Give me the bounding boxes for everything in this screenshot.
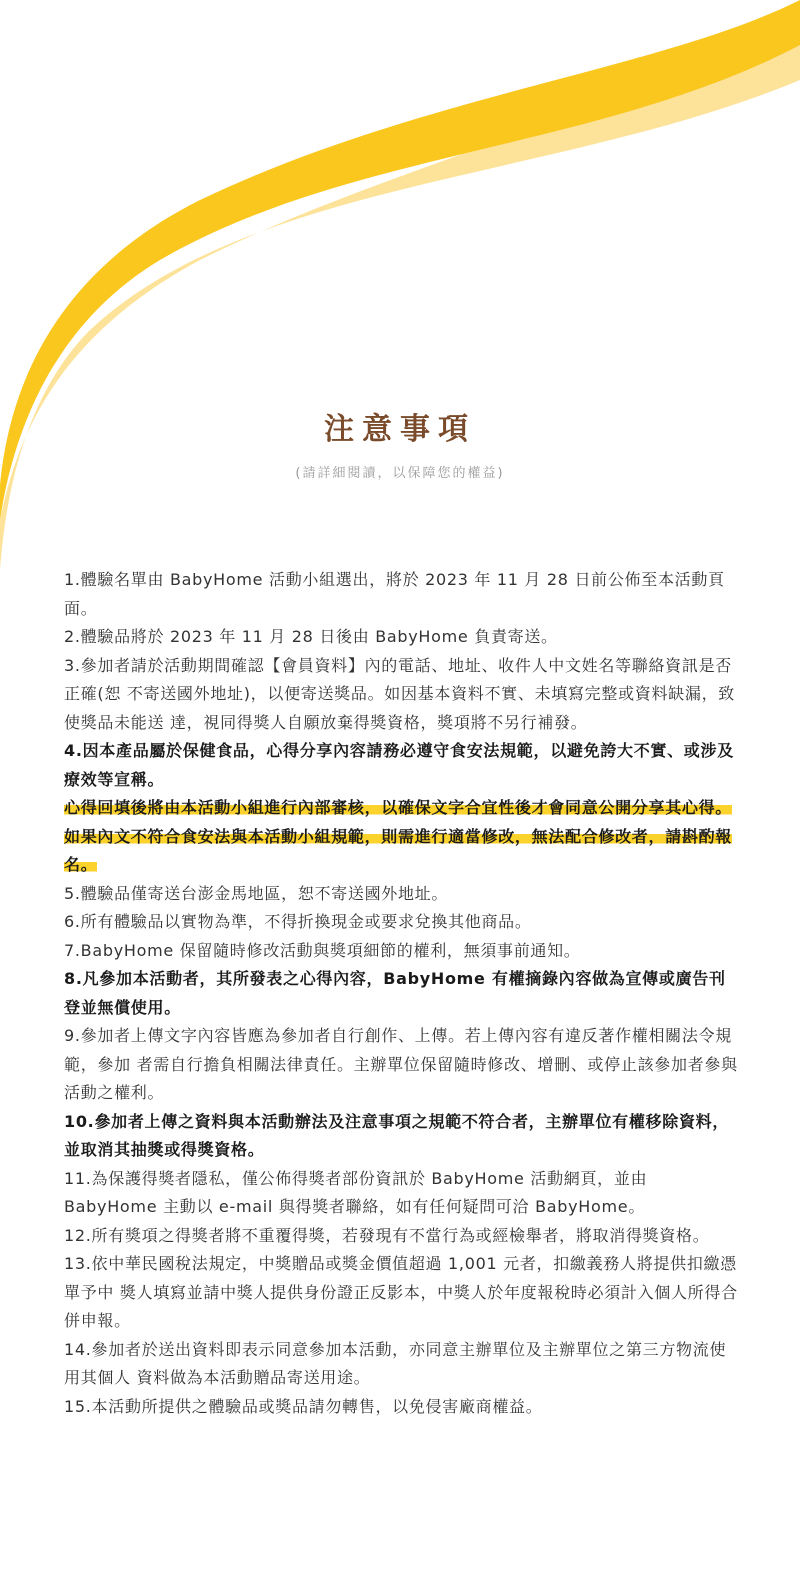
- notice-item: [64, 794, 740, 880]
- notice-item: 9.參加者上傳文字內容皆應為參加者自行創作、上傳。若上傳內容有違反著作權相關法令規範，參加 者需自行擔負相關法律責任。主辦單位保留隨時修改、增刪、或停止該參加者參與活動之權利。: [64, 1026, 738, 1102]
- notice-item: 12.所有獎項之得獎者將不重覆得獎，若發現有不當行為或經檢舉者，將取消得獎資格。: [64, 1225, 710, 1245]
- notes-list: [64, 566, 740, 1421]
- page-subtitle: (請詳細閱讀，以保障您的權益): [295, 466, 505, 481]
- notice-item: 10.參加者上傳之資料與本活動辦法及注意事項之規範不符合者，主辦單位有權移除資料，並取消其抽獎或得獎資格。: [64, 1111, 730, 1159]
- notice-item: 5.體驗品僅寄送台澎金馬地區，恕不寄送國外地址。: [64, 883, 449, 903]
- notice-item: 15.本活動所提供之體驗品或獎品請勿轉售，以免侵害廠商權益。: [64, 1396, 543, 1416]
- highlighted-notice-text: 心得回填後將由本活動小組進行內部審核，以確保文字合宜性後才會同意公開分享其心得。如果內文不符合食安法與本活動小組規範，則需進行適當修改，無法配合修改者，請斟酌報名。: [64, 798, 733, 874]
- notice-item: 14.參加者於送出資料即表示同意參加本活動，亦同意主辦單位及主辦單位之第三方物流使用其個人 資料做為本活動贈品寄送用途。: [64, 1339, 727, 1387]
- notice-item: 4.因本產品屬於保健食品，心得分享內容請務必遵守食安法規範，以避免誇大不實、或涉及療效等宣稱。: [64, 741, 734, 789]
- page-title: 注意事項: [324, 412, 476, 447]
- notice-item: 3.參加者請於活動期間確認【會員資料】內的電話、地址、收件人中文姓名等聯絡資訊是否正確(恕 不寄送國外地址)，以便寄送獎品。如因基本資料不實、未填寫完整或資料缺漏，致使獎品未能送 達，視同得獎人自願放棄得獎資格，獎項將不另行補發。: [64, 655, 735, 732]
- decorative-wave-banner: [0, 0, 800, 600]
- notice-item: 1.體驗名單由 BabyHome 活動小組選出，將於 2023 年 11 月 28 日前公佈至本活動頁面。: [64, 570, 725, 618]
- notice-item: 6.所有體驗品以實物為準，不得折換現金或要求兌換其他商品。: [64, 912, 532, 931]
- notice-item: 8.凡參加本活動者，其所發表之心得內容，BabyHome 有權摘錄內容做為宣傳或廣告刊登並無償使用。: [64, 969, 726, 1017]
- notice-item: 11.為保護得獎者隱私，僅公佈得獎者部份資訊於 BabyHome 活動網頁，並由BabyHome 主動以 e-mail 與得獎者聯絡，如有任何疑問可洽 BabyHome。: [64, 1168, 648, 1216]
- notice-item: 7.BabyHome 保留隨時修改活動與獎項細節的權利，無須事前通知。: [64, 940, 581, 960]
- notice-item: 13.依中華民國稅法規定，中獎贈品或獎金價值超過 1,001 元者，扣繳義務人將提供扣繳憑單予中 獎人填寫並請中獎人提供身份證正反影本，中獎人於年度報稅時必須計入個人所得合併申報。: [64, 1254, 738, 1330]
- notice-item: 2.體驗品將於 2023 年 11 月 28 日後由 BabyHome 負責寄送。: [64, 627, 558, 646]
